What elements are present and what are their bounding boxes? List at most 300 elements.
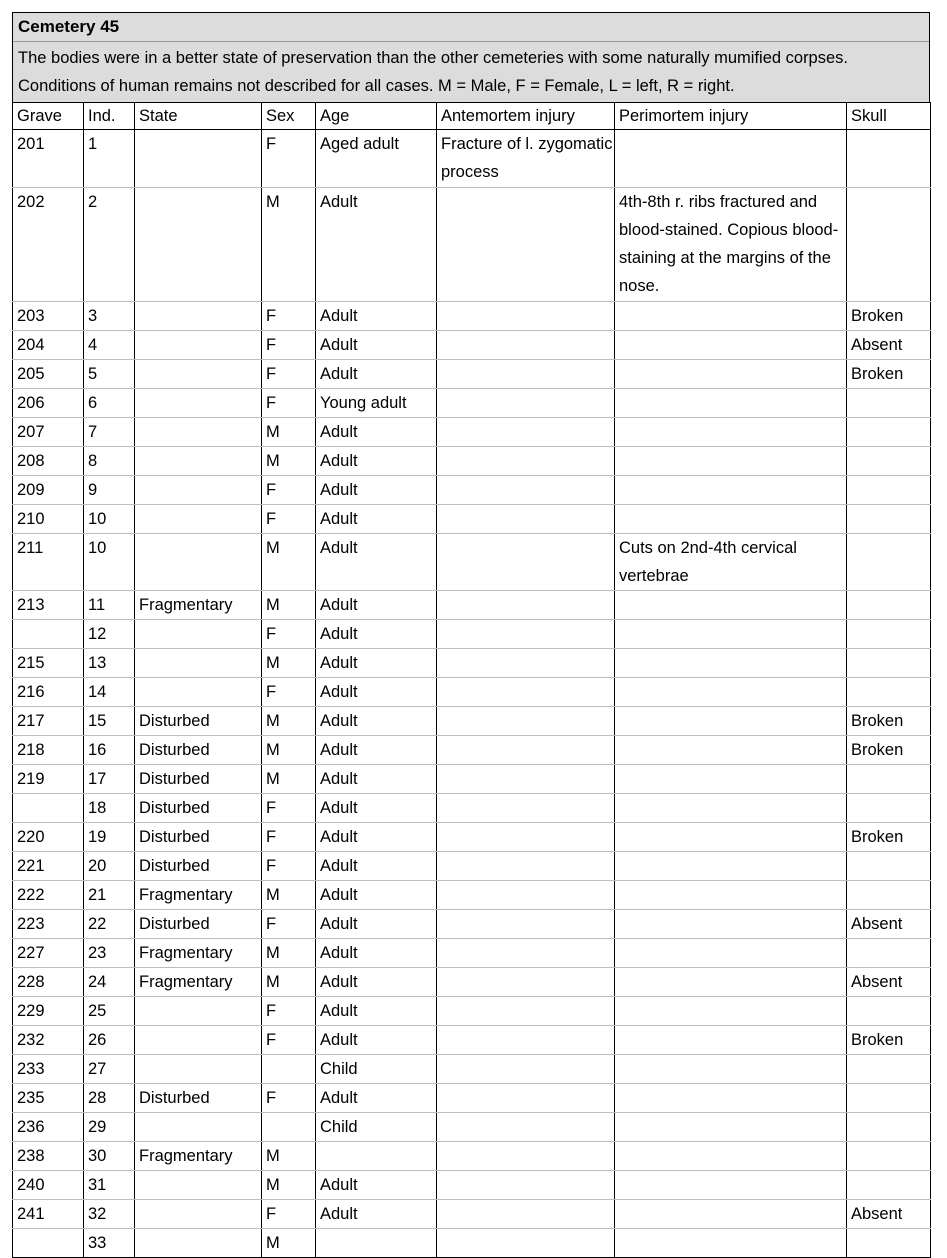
cell-skull: Absent — [847, 968, 931, 997]
cell-perimortem — [615, 997, 847, 1026]
cell-ind: 33 — [84, 1229, 135, 1258]
cell-state: Disturbed — [135, 1084, 262, 1113]
cell-ind: 31 — [84, 1171, 135, 1200]
cell-perimortem — [615, 736, 847, 765]
cell-age: Adult — [316, 736, 437, 765]
cell-sex: F — [262, 852, 316, 881]
cell-grave: 216 — [13, 678, 84, 707]
cell-ind: 16 — [84, 736, 135, 765]
cell-age: Adult — [316, 187, 437, 301]
cell-antemortem — [437, 823, 615, 852]
cell-antemortem — [437, 939, 615, 968]
cell-antemortem — [437, 1026, 615, 1055]
cell-ind: 3 — [84, 301, 135, 330]
cell-sex — [262, 1055, 316, 1084]
col-header-antemortem: Antemortem injury — [437, 103, 615, 130]
cell-state — [135, 187, 262, 301]
cell-ind: 6 — [84, 388, 135, 417]
cell-grave: 220 — [13, 823, 84, 852]
cell-antemortem — [437, 446, 615, 475]
cell-skull — [847, 187, 931, 301]
cell-sex: M — [262, 417, 316, 446]
cell-grave: 238 — [13, 1142, 84, 1171]
cell-skull — [847, 939, 931, 968]
cell-antemortem — [437, 794, 615, 823]
cell-sex: F — [262, 359, 316, 388]
table-row — [13, 939, 931, 968]
cell-age — [316, 1142, 437, 1171]
cell-grave — [13, 620, 84, 649]
cell-ind: 18 — [84, 794, 135, 823]
table-row — [13, 1113, 931, 1142]
table-row — [13, 678, 931, 707]
col-header-age: Age — [316, 103, 437, 130]
cell-sex: F — [262, 997, 316, 1026]
cell-age: Adult — [316, 1084, 437, 1113]
cell-antemortem — [437, 533, 615, 591]
cell-age: Adult — [316, 823, 437, 852]
cell-state: Disturbed — [135, 707, 262, 736]
cell-ind: 20 — [84, 852, 135, 881]
cell-ind: 30 — [84, 1142, 135, 1171]
cell-antemortem — [437, 881, 615, 910]
cell-skull — [847, 533, 931, 591]
cell-grave: 217 — [13, 707, 84, 736]
col-header-perimortem: Perimortem injury — [615, 103, 847, 130]
cell-state — [135, 417, 262, 446]
cell-perimortem — [615, 707, 847, 736]
cell-sex: M — [262, 939, 316, 968]
cell-sex: F — [262, 475, 316, 504]
cell-age: Adult — [316, 852, 437, 881]
cell-skull: Broken — [847, 707, 931, 736]
cell-grave — [13, 794, 84, 823]
cell-age: Adult — [316, 997, 437, 1026]
cell-ind: 8 — [84, 446, 135, 475]
cell-sex: F — [262, 794, 316, 823]
cell-perimortem — [615, 475, 847, 504]
cell-grave: 215 — [13, 649, 84, 678]
table-row — [13, 504, 931, 533]
cell-age: Adult — [316, 504, 437, 533]
cell-grave: 205 — [13, 359, 84, 388]
cell-sex: M — [262, 765, 316, 794]
cell-ind: 15 — [84, 707, 135, 736]
cell-ind: 4 — [84, 330, 135, 359]
cell-skull — [847, 997, 931, 1026]
cell-sex: M — [262, 881, 316, 910]
cell-grave: 203 — [13, 301, 84, 330]
cell-ind: 23 — [84, 939, 135, 968]
cell-state — [135, 678, 262, 707]
col-header-sex: Sex — [262, 103, 316, 130]
cell-grave: 218 — [13, 736, 84, 765]
cell-ind: 5 — [84, 359, 135, 388]
cell-grave: 222 — [13, 881, 84, 910]
cell-perimortem — [615, 359, 847, 388]
cell-age: Adult — [316, 301, 437, 330]
cell-sex: M — [262, 187, 316, 301]
cell-state: Fragmentary — [135, 939, 262, 968]
cell-state — [135, 649, 262, 678]
cell-state — [135, 130, 262, 188]
table-row — [13, 475, 931, 504]
cell-sex: F — [262, 330, 316, 359]
cell-skull — [847, 504, 931, 533]
cell-grave — [13, 1229, 84, 1258]
col-header-grave: Grave — [13, 103, 84, 130]
cell-sex: F — [262, 620, 316, 649]
table-row — [13, 620, 931, 649]
cell-skull — [847, 765, 931, 794]
table-row — [13, 1084, 931, 1113]
cell-ind: 14 — [84, 678, 135, 707]
cell-perimortem — [615, 130, 847, 188]
table-row — [13, 649, 931, 678]
column-header-row — [13, 103, 931, 130]
cemetery-sheet — [12, 12, 930, 1258]
table-row — [13, 794, 931, 823]
cell-grave: 204 — [13, 330, 84, 359]
cell-antemortem — [437, 678, 615, 707]
cell-perimortem — [615, 1084, 847, 1113]
cell-perimortem — [615, 1229, 847, 1258]
cell-grave: 219 — [13, 765, 84, 794]
cell-grave: 232 — [13, 1026, 84, 1055]
table-row — [13, 330, 931, 359]
cell-sex: M — [262, 591, 316, 620]
cell-antemortem — [437, 1084, 615, 1113]
cell-skull — [847, 1229, 931, 1258]
cell-age: Adult — [316, 475, 437, 504]
cell-sex: F — [262, 1026, 316, 1055]
cell-antemortem — [437, 1200, 615, 1229]
table-row — [13, 881, 931, 910]
col-header-state: State — [135, 103, 262, 130]
table-row — [13, 1200, 931, 1229]
cell-age: Adult — [316, 910, 437, 939]
cell-state — [135, 1229, 262, 1258]
cell-perimortem — [615, 591, 847, 620]
cell-perimortem — [615, 446, 847, 475]
cell-sex: M — [262, 1171, 316, 1200]
cell-age: Adult — [316, 707, 437, 736]
cell-age: Adult — [316, 794, 437, 823]
table-row — [13, 1229, 931, 1258]
table-row — [13, 301, 931, 330]
cell-skull — [847, 852, 931, 881]
cell-sex: F — [262, 504, 316, 533]
cell-ind: 32 — [84, 1200, 135, 1229]
cell-ind: 7 — [84, 417, 135, 446]
cell-age: Adult — [316, 881, 437, 910]
cell-state — [135, 1026, 262, 1055]
cell-perimortem — [615, 388, 847, 417]
cell-perimortem — [615, 1055, 847, 1084]
cell-skull: Broken — [847, 301, 931, 330]
cell-age: Adult — [316, 359, 437, 388]
cell-state: Fragmentary — [135, 1142, 262, 1171]
cell-age: Adult — [316, 417, 437, 446]
table-body — [13, 130, 931, 1258]
cell-skull — [847, 649, 931, 678]
table-row — [13, 852, 931, 881]
cell-ind: 28 — [84, 1084, 135, 1113]
table-row — [13, 997, 931, 1026]
table-row — [13, 591, 931, 620]
cell-age: Adult — [316, 1200, 437, 1229]
cell-grave: 213 — [13, 591, 84, 620]
cell-sex: F — [262, 130, 316, 188]
cell-age: Aged adult — [316, 130, 437, 188]
cell-skull: Absent — [847, 1200, 931, 1229]
cell-perimortem — [615, 910, 847, 939]
cell-skull: Broken — [847, 823, 931, 852]
cell-grave: 201 — [13, 130, 84, 188]
cell-age: Child — [316, 1113, 437, 1142]
cell-antemortem — [437, 1055, 615, 1084]
cell-state: Disturbed — [135, 852, 262, 881]
cell-age: Adult — [316, 446, 437, 475]
cell-age: Adult — [316, 939, 437, 968]
cell-antemortem — [437, 765, 615, 794]
cell-antemortem — [437, 388, 615, 417]
cell-antemortem — [437, 417, 615, 446]
cell-age: Child — [316, 1055, 437, 1084]
cell-skull — [847, 388, 931, 417]
cell-age — [316, 1229, 437, 1258]
table-row — [13, 533, 931, 591]
cell-sex: M — [262, 649, 316, 678]
cell-state — [135, 301, 262, 330]
cell-antemortem — [437, 649, 615, 678]
cell-perimortem — [615, 678, 847, 707]
cell-perimortem — [615, 794, 847, 823]
cell-skull: Broken — [847, 359, 931, 388]
cell-ind: 2 — [84, 187, 135, 301]
cell-perimortem — [615, 1171, 847, 1200]
table-row — [13, 765, 931, 794]
cell-grave: 208 — [13, 446, 84, 475]
cell-antemortem — [437, 475, 615, 504]
cell-perimortem — [615, 939, 847, 968]
cell-antemortem — [437, 1171, 615, 1200]
cell-ind: 10 — [84, 533, 135, 591]
cell-sex: F — [262, 910, 316, 939]
cell-ind: 29 — [84, 1113, 135, 1142]
cell-state — [135, 1200, 262, 1229]
cell-age: Adult — [316, 591, 437, 620]
cell-skull — [847, 1113, 931, 1142]
table-row — [13, 968, 931, 997]
table-header-block — [12, 12, 930, 102]
cell-sex: M — [262, 707, 316, 736]
cell-state — [135, 1055, 262, 1084]
cell-age: Adult — [316, 1026, 437, 1055]
cell-sex: M — [262, 1229, 316, 1258]
cell-grave: 202 — [13, 187, 84, 301]
table-row — [13, 1026, 931, 1055]
cell-skull — [847, 678, 931, 707]
cell-skull: Broken — [847, 1026, 931, 1055]
cell-perimortem — [615, 417, 847, 446]
cell-perimortem — [615, 1113, 847, 1142]
cell-antemortem — [437, 1113, 615, 1142]
cell-ind: 25 — [84, 997, 135, 1026]
cell-antemortem — [437, 504, 615, 533]
cell-state: Disturbed — [135, 823, 262, 852]
cell-grave: 211 — [13, 533, 84, 591]
cell-perimortem — [615, 881, 847, 910]
table-row — [13, 388, 931, 417]
cell-ind: 24 — [84, 968, 135, 997]
cell-sex: M — [262, 446, 316, 475]
cell-antemortem: Fracture of l. zygomatic process — [437, 130, 615, 188]
cell-grave: 233 — [13, 1055, 84, 1084]
cell-skull — [847, 475, 931, 504]
cell-skull — [847, 417, 931, 446]
cell-grave: 240 — [13, 1171, 84, 1200]
table-row — [13, 359, 931, 388]
cell-sex: F — [262, 678, 316, 707]
cell-state — [135, 504, 262, 533]
cell-age: Adult — [316, 649, 437, 678]
cell-skull: Broken — [847, 736, 931, 765]
cell-state: Fragmentary — [135, 968, 262, 997]
table-row — [13, 736, 931, 765]
cell-perimortem — [615, 1200, 847, 1229]
cell-ind: 19 — [84, 823, 135, 852]
col-header-ind: Ind. — [84, 103, 135, 130]
table-row — [13, 1171, 931, 1200]
cell-grave: 236 — [13, 1113, 84, 1142]
cell-state — [135, 533, 262, 591]
cell-perimortem — [615, 504, 847, 533]
table-row — [13, 187, 931, 301]
cell-antemortem — [437, 968, 615, 997]
table-row — [13, 823, 931, 852]
cell-grave: 206 — [13, 388, 84, 417]
table-row — [13, 446, 931, 475]
burial-table — [12, 102, 931, 1258]
cell-age: Adult — [316, 620, 437, 649]
cell-sex — [262, 1113, 316, 1142]
cell-age: Adult — [316, 533, 437, 591]
cell-antemortem — [437, 620, 615, 649]
col-header-skull: Skull — [847, 103, 931, 130]
cell-skull — [847, 620, 931, 649]
cell-grave: 210 — [13, 504, 84, 533]
cell-perimortem — [615, 852, 847, 881]
cell-ind: 27 — [84, 1055, 135, 1084]
cell-skull: Absent — [847, 910, 931, 939]
cell-grave: 241 — [13, 1200, 84, 1229]
cell-sex: M — [262, 533, 316, 591]
table-row — [13, 130, 931, 188]
cell-state — [135, 446, 262, 475]
cell-perimortem — [615, 968, 847, 997]
cell-sex: F — [262, 823, 316, 852]
cell-perimortem: Cuts on 2nd-4th cervical vertebrae — [615, 533, 847, 591]
table-row — [13, 707, 931, 736]
cell-state — [135, 620, 262, 649]
cell-perimortem — [615, 823, 847, 852]
cell-state — [135, 997, 262, 1026]
cell-antemortem — [437, 301, 615, 330]
cell-grave: 207 — [13, 417, 84, 446]
cell-skull — [847, 130, 931, 188]
cell-ind: 1 — [84, 130, 135, 188]
cell-sex: F — [262, 388, 316, 417]
table-row — [13, 1142, 931, 1171]
cell-state — [135, 475, 262, 504]
cell-age: Adult — [316, 330, 437, 359]
cell-state: Fragmentary — [135, 591, 262, 620]
cell-antemortem — [437, 736, 615, 765]
cell-perimortem — [615, 301, 847, 330]
cell-sex: M — [262, 968, 316, 997]
cell-age: Young adult — [316, 388, 437, 417]
cell-antemortem — [437, 187, 615, 301]
cell-skull — [847, 591, 931, 620]
cell-state — [135, 1171, 262, 1200]
cell-state — [135, 359, 262, 388]
cell-ind: 10 — [84, 504, 135, 533]
cell-ind: 21 — [84, 881, 135, 910]
cell-state — [135, 330, 262, 359]
cell-grave: 228 — [13, 968, 84, 997]
cell-antemortem — [437, 359, 615, 388]
cell-ind: 9 — [84, 475, 135, 504]
cell-perimortem — [615, 330, 847, 359]
cell-antemortem — [437, 910, 615, 939]
table-description: The bodies were in a better state of preservation than the other cemeteries with some naturally mumified corpses. Conditions of human remains not described for all cases. M = Male, F = Female, L = left, R = right. — [18, 49, 848, 95]
cell-ind: 12 — [84, 620, 135, 649]
table-row — [13, 417, 931, 446]
cell-state — [135, 1113, 262, 1142]
cell-age: Adult — [316, 678, 437, 707]
cell-antemortem — [437, 707, 615, 736]
cell-sex: F — [262, 1084, 316, 1113]
cell-ind: 11 — [84, 591, 135, 620]
cell-grave: 221 — [13, 852, 84, 881]
cell-grave: 227 — [13, 939, 84, 968]
cell-ind: 22 — [84, 910, 135, 939]
table-row — [13, 1055, 931, 1084]
cell-antemortem — [437, 1229, 615, 1258]
cell-perimortem — [615, 765, 847, 794]
table-row — [13, 910, 931, 939]
cell-age: Adult — [316, 765, 437, 794]
cell-grave: 223 — [13, 910, 84, 939]
cell-state — [135, 388, 262, 417]
cell-ind: 13 — [84, 649, 135, 678]
cell-state: Disturbed — [135, 765, 262, 794]
cell-grave: 209 — [13, 475, 84, 504]
cell-sex: F — [262, 1200, 316, 1229]
cell-sex: M — [262, 1142, 316, 1171]
cell-antemortem — [437, 330, 615, 359]
cell-ind: 26 — [84, 1026, 135, 1055]
cell-perimortem — [615, 649, 847, 678]
cell-skull — [847, 794, 931, 823]
cell-state: Disturbed — [135, 910, 262, 939]
cell-age: Adult — [316, 968, 437, 997]
cell-skull — [847, 1142, 931, 1171]
cell-skull — [847, 881, 931, 910]
cell-skull: Absent — [847, 330, 931, 359]
cell-skull — [847, 1084, 931, 1113]
